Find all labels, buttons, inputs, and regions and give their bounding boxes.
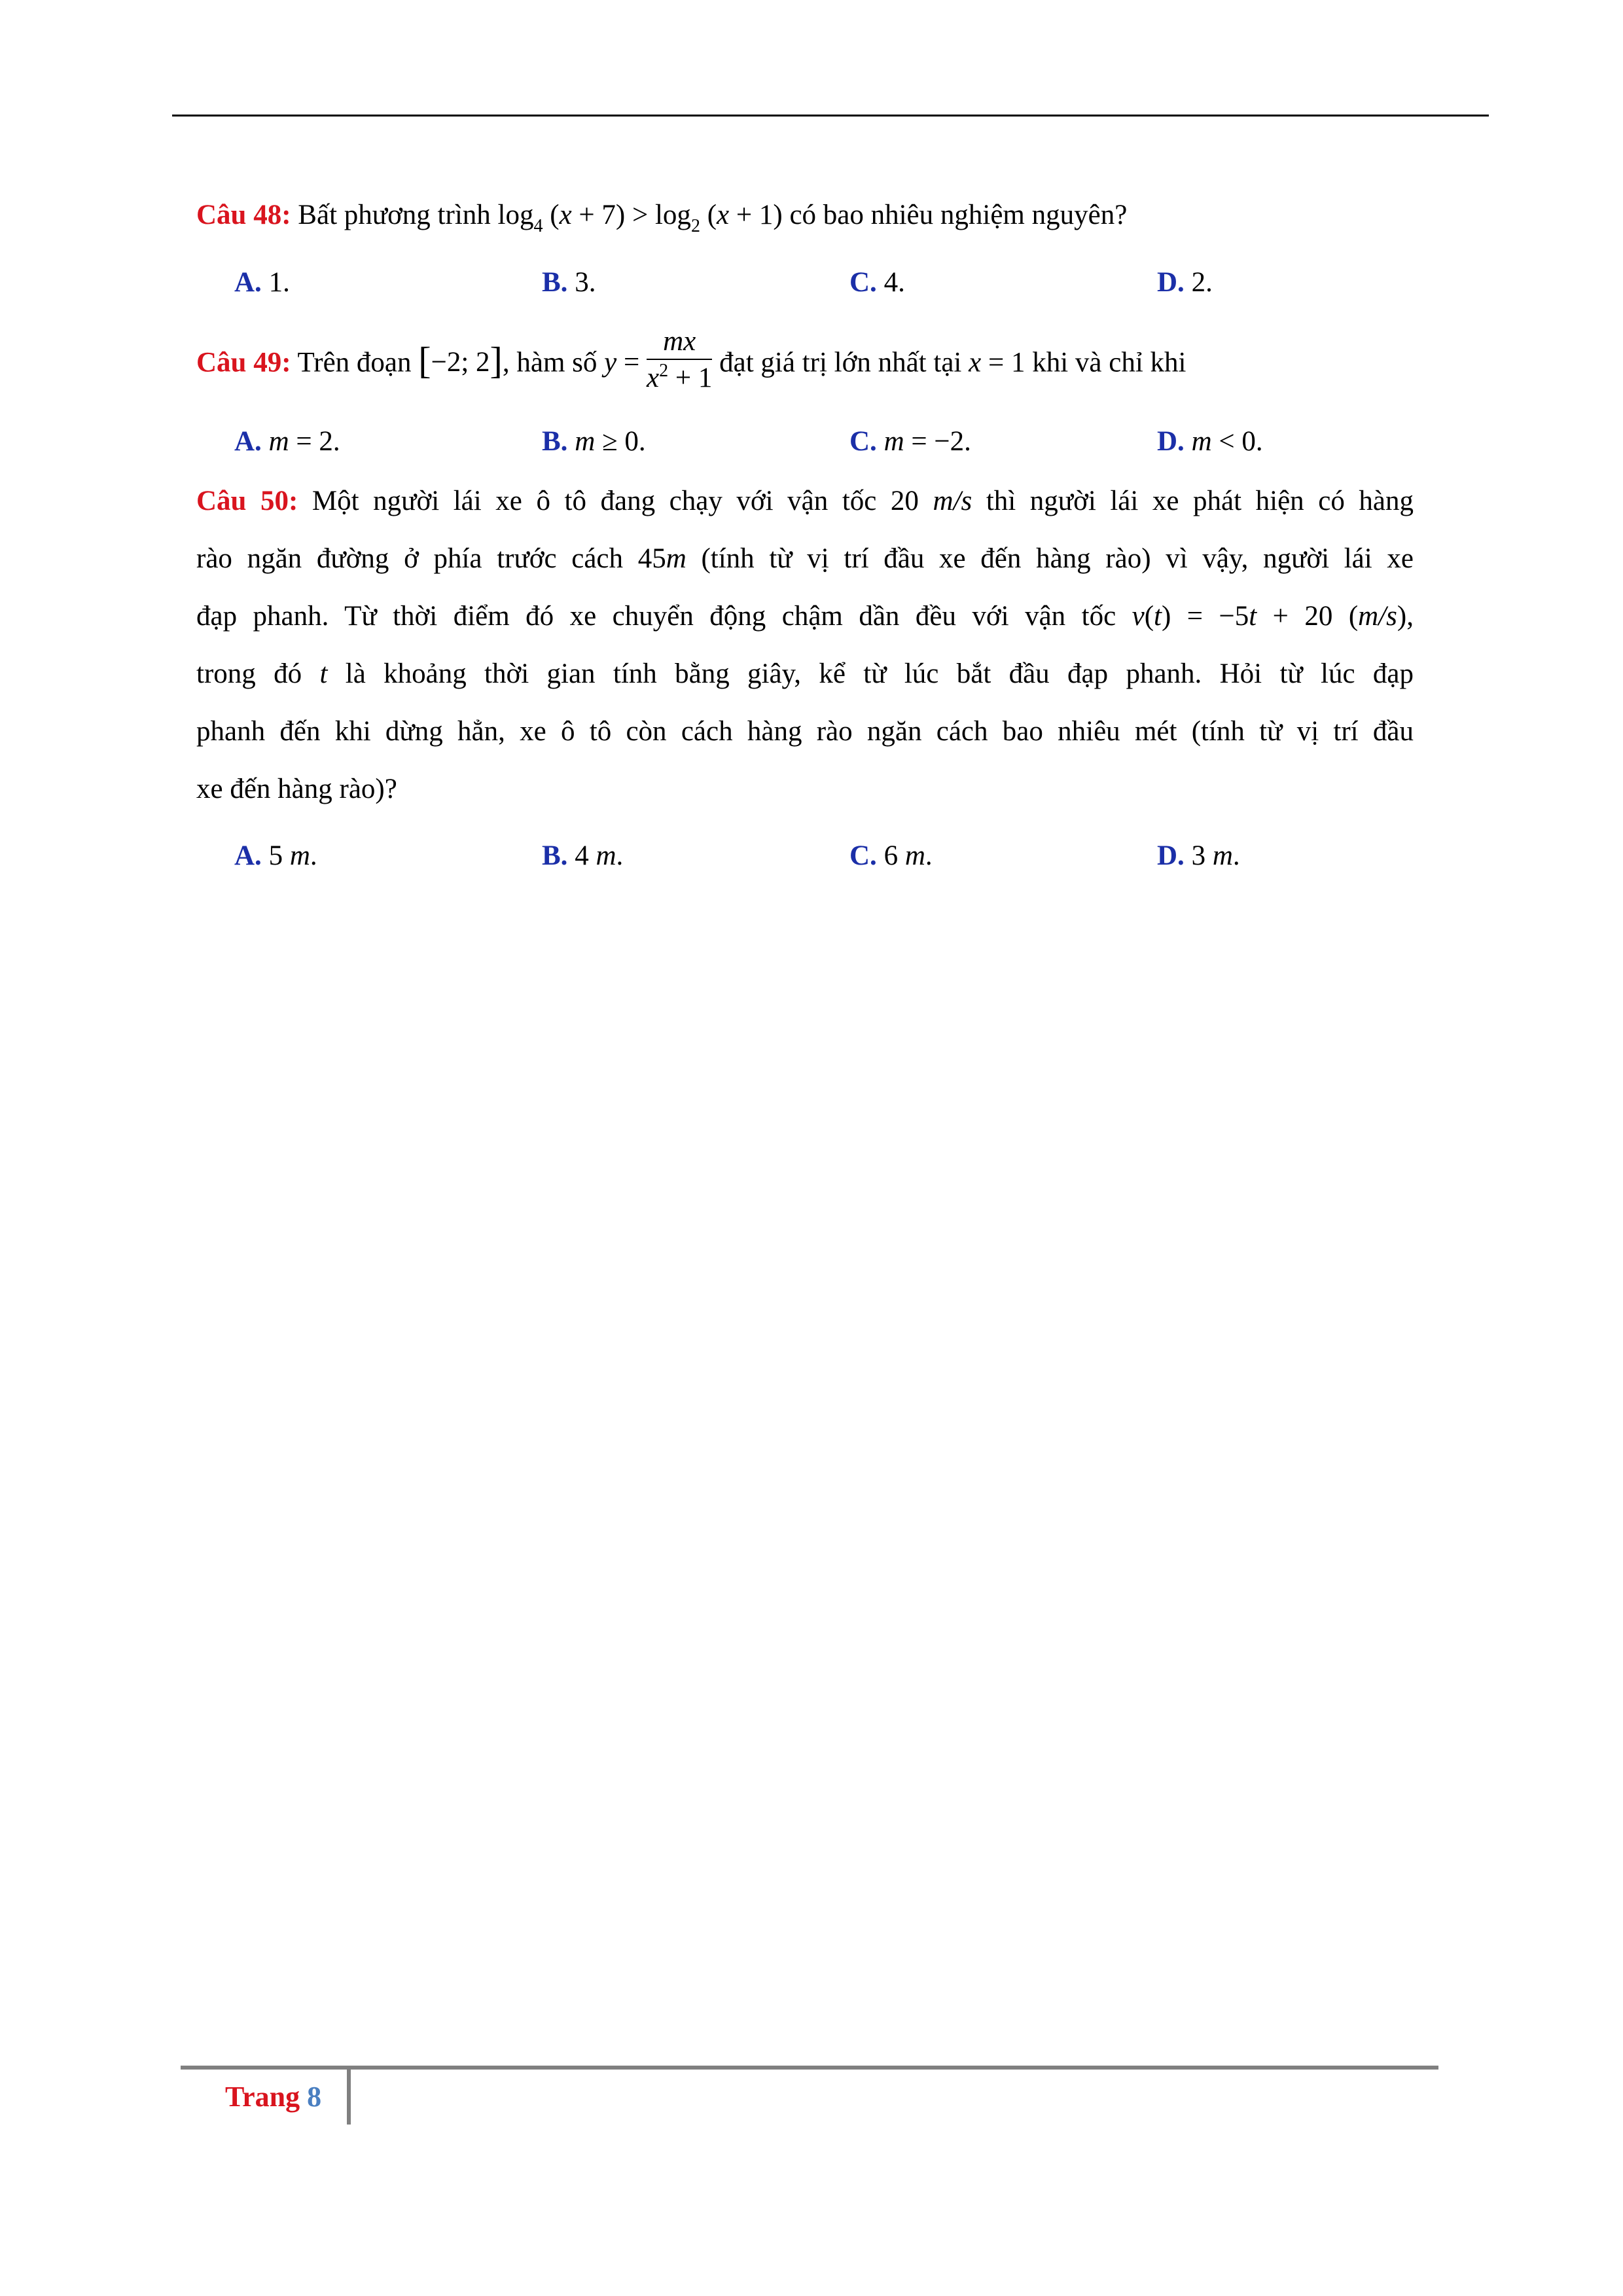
question-text: Bất phương trình [291, 200, 498, 230]
question-text-after: đạt giá trị lớn nhất tại [712, 347, 969, 378]
footer-divider [347, 2070, 351, 2125]
point-math: x = 1 [969, 347, 1026, 378]
question-text-end: khi và chỉ khi [1025, 347, 1186, 378]
footer-label: Trang [225, 2081, 300, 2113]
function-math: y = $\frac{mx}{x^2 + 1}$ [604, 326, 713, 393]
question-line-4: trong đó t là khoảng thời gian tính bằng giây, kể từ lúc bắt đầu đạp phanh. Hỏi từ lúc đạp [196, 658, 1414, 689]
question-line-3: đạp phanh. Từ thời điểm đó xe chuyển động chậm dần đều với vận tốc v(t) = −5t + 20 (m/s), [196, 601, 1414, 632]
question-label: Câu 48: [196, 200, 291, 230]
option-b[interactable]: B. 4 m. [542, 840, 624, 871]
question-text-mid: , hàm số [502, 347, 605, 378]
footer-rule [181, 2066, 1438, 2070]
question-line-5: phanh đến khi dừng hẳn, xe ô tô còn cách hàng rào ngăn cách bao nhiêu mét (tính từ vị trí đầu [196, 716, 1414, 747]
option-d[interactable]: D. 2. [1157, 267, 1213, 298]
question-50 [196, 473, 1414, 818]
option-a[interactable]: A. 1. [234, 267, 290, 298]
question-48 [196, 196, 1127, 238]
option-d[interactable]: D. m < 0. [1157, 426, 1263, 457]
option-c[interactable]: C. 4. [849, 267, 905, 298]
inequality-math: $\log_4 (x + 7) > \log_2 (x + 1)$ [497, 200, 783, 236]
options-49 [234, 425, 1478, 465]
question-line-2: rào ngăn đường ở phía trước cách 45m (tính từ vị trí đầu xe đến hàng rào) vì vậy, người lái xe [196, 543, 1414, 574]
page-number: 8 [307, 2081, 322, 2113]
option-a[interactable]: A. 5 m. [234, 840, 317, 871]
question-label: Câu 49: [196, 347, 291, 378]
question-49 [196, 327, 1186, 403]
question-line-6: xe đến hàng rào)? [196, 774, 397, 804]
question-line-1: Câu 50: Một người lái xe ô tô đang chạy với vận tốc 20 m/s thì người lái xe phát hiện có hàng [196, 486, 1414, 516]
option-d[interactable]: D. 3 m. [1157, 840, 1240, 871]
option-c[interactable]: C. m = −2. [849, 426, 971, 457]
option-b[interactable]: B. 3. [542, 267, 596, 298]
question-text-end: có bao nhiêu nghiệm nguyên? [782, 200, 1128, 230]
interval-math: [−2; 2] [418, 339, 503, 382]
header-rule [172, 115, 1489, 117]
option-b[interactable]: B. m ≥ 0. [542, 426, 646, 457]
options-48 [234, 266, 1478, 306]
page-footer [225, 2080, 321, 2113]
option-a[interactable]: A. m = 2. [234, 426, 340, 457]
options-50 [234, 840, 1478, 879]
question-text: Trên đoạn [291, 347, 419, 378]
option-c[interactable]: C. 6 m. [849, 840, 933, 871]
